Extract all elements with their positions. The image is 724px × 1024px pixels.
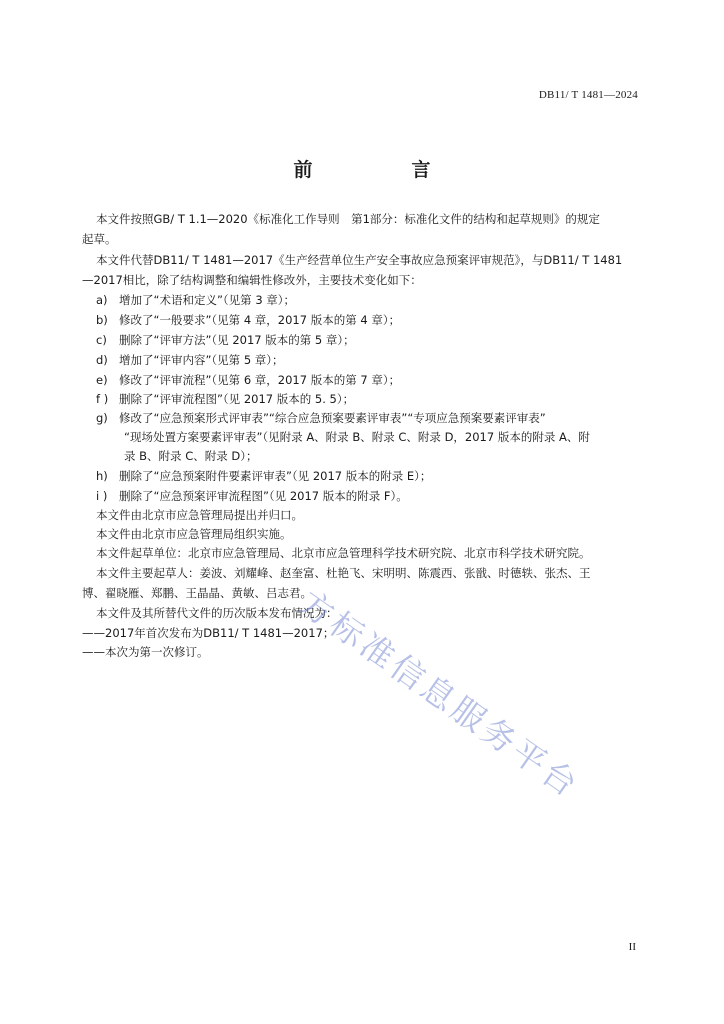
paragraph-1-line-1: 本文件按照GB/ T 1.1—2020《标准化工作导则 第1部分：标准化文件的结构和起草规则》的规定: [96, 212, 600, 226]
change-b-text: 修改了“一般要求”（见第 4 章，2017 版本的第 4 章）；: [119, 313, 401, 327]
drafting-units: 本文件起草单位：北京市应急管理局、北京市应急管理科学技术研究院、北京市科学技术研究院。: [96, 546, 591, 560]
change-f-marker: f ): [96, 392, 109, 406]
history-item-1: ——2017年首次发布为DB11/ T 1481—2017；: [82, 626, 335, 640]
change-b-marker: b): [96, 313, 108, 327]
document-code: DB11/ T 1481—2024: [538, 89, 638, 101]
watermark: 方标准信息服务平台: [292, 582, 588, 806]
implementer-statement: 本文件由北京市应急管理局组织实施。: [96, 527, 292, 541]
history-intro: 本文件及其所替代文件的历次版本发布情况为：: [96, 606, 338, 620]
proposer-statement: 本文件由北京市应急管理局提出并归口。: [96, 508, 303, 522]
change-f-text: 删除了“评审流程图”（见 2017 版本的 5. 5）；: [119, 392, 355, 406]
change-a-text: 增加了“术语和定义”（见第 3 章）；: [119, 293, 296, 307]
page-number: II: [628, 941, 636, 953]
change-i-marker: i ): [96, 489, 108, 503]
change-c-text: 删除了“评审方法”（见 2017 版本的第 5 章）；: [119, 333, 355, 347]
change-h-text: 删除了“应急预案附件要素评审表”（见 2017 版本的附录 E）；: [119, 469, 432, 483]
paragraph-1-line-2: 起草。: [82, 232, 117, 246]
change-h-marker: h): [96, 469, 108, 483]
drafters-line-1: 本文件主要起草人：姜波、刘耀峰、赵奎富、杜艳飞、宋明明、陈震西、张戩、时德轶、张杰、王: [96, 566, 591, 580]
paragraph-2-line-1: 本文件代替DB11/ T 1481—2017《生产经营单位生产安全事故应急预案评审规范》，与DB11/ T 1481: [96, 253, 623, 267]
change-g-continuation-1: “现场处置方案要素评审表”（见附录 A、附录 B、附录 C、附录 D，2017 版本的附录 A、附: [124, 430, 590, 444]
change-d-marker: d): [96, 353, 108, 367]
change-e-marker: e): [96, 373, 108, 387]
change-g-text: 修改了“应急预案形式评审表”“综合应急预案要素评审表”“专项应急预案要素评审表”: [119, 411, 546, 425]
page-title: 前 言: [293, 159, 471, 181]
change-d-text: 增加了“评审内容”（见第 5 章）；: [119, 353, 284, 367]
change-g-marker: g): [96, 411, 108, 425]
change-g-continuation-2: 录 B、附录 C、附录 D）；: [124, 449, 258, 463]
change-a-marker: a): [96, 293, 108, 307]
change-e-text: 修改了“评审流程”（见第 6 章，2017 版本的第 7 章）；: [119, 373, 401, 387]
history-item-2: ——本次为第一次修订。: [82, 645, 209, 659]
change-i-text: 删除了“应急预案评审流程图”（见 2017 版本的附录 F）。: [119, 489, 408, 503]
change-c-marker: c): [96, 333, 107, 347]
drafters-line-2: 博、翟晓雁、郑鹏、王晶晶、黄敏、吕志君。: [82, 586, 312, 600]
paragraph-2-line-2: —2017相比，除了结构调整和编辑性修改外，主要技术变化如下：: [82, 273, 422, 287]
